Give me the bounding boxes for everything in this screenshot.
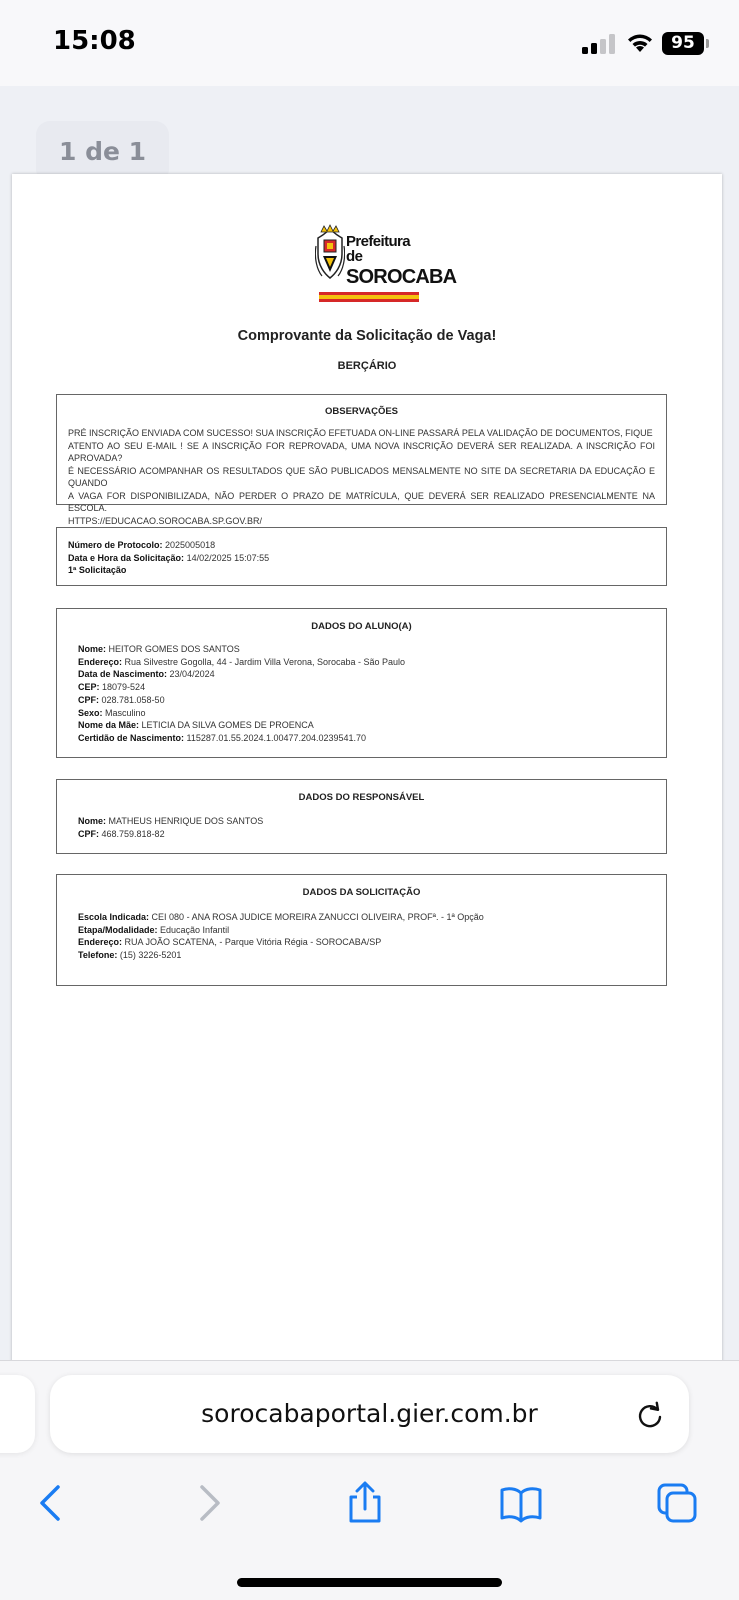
document-title: Comprovante da Solicitação de Vaga!: [237, 328, 497, 344]
solicitacao-field-row: [78, 911, 666, 924]
field-value: 468.759.818-82: [101, 828, 165, 839]
back-icon[interactable]: [30, 1481, 74, 1525]
observacoes-box: [56, 394, 667, 526]
pdf-page: [12, 174, 722, 1374]
forward-icon[interactable]: [186, 1481, 230, 1525]
field-label: Endereço:: [78, 656, 123, 667]
field-value: (15) 3226-5201: [119, 950, 182, 961]
logo-text: [346, 233, 457, 288]
field-label: Telefone:: [78, 950, 118, 961]
field-label: Certidão de Nascimento:: [78, 732, 185, 743]
battery-icon: 95: [662, 32, 704, 55]
field-value: 18079-524: [102, 682, 146, 693]
observacoes-line: É NECESSÁRIO ACOMPANHAR OS RESULTADOS QUE SÃO PUBLICADOS MENSALMENTE NO SITE DA SECRETARIA DA EDUCAÇÃO E QUANDO: [68, 465, 655, 488]
field-value: MATHEUS HENRIQUE DOS SANTOS: [108, 816, 264, 826]
aluno-field-row: [78, 656, 666, 669]
aluno-field-row: [78, 707, 666, 720]
page-counter: 1 de 1: [36, 121, 169, 183]
observacoes-line: A VAGA FOR DISPONIBILIZADA, NÃO PERDER O PRAZO DE MATRÍCULA, QUE DEVERÁ SER REALIZADO PRESENCIALMENTE NA ESCOLA.: [68, 490, 655, 513]
field-label: Data de Nascimento:: [78, 669, 168, 680]
field-value: Educação Infantil: [160, 924, 230, 935]
field-value: Masculino: [105, 707, 146, 718]
share-icon[interactable]: [343, 1481, 387, 1525]
field-label: CPF:: [78, 694, 99, 705]
observacoes-line: PRÉ INSCRIÇÃO ENVIADA COM SUCESSO! SUA INSCRIÇÃO EFETUADA ON-LINE PASSARÁ PELA VALIDAÇÃO DE DOCUMENTOS, FIQUE: [68, 428, 653, 438]
field-value: HEITOR GOMES DOS SANTOS: [108, 644, 240, 654]
field-label: Endereço:: [78, 937, 123, 948]
address-bar[interactable]: [50, 1375, 689, 1453]
logo-flag-stripes: [319, 292, 419, 302]
observacoes-text: [68, 427, 655, 527]
logo-line1: Prefeitura de: [346, 233, 411, 265]
solicitacao-number-row: [68, 564, 655, 577]
protocolo-value: 2025005018: [165, 540, 216, 550]
dados-aluno-title: DADOS DO ALUNO(A): [311, 621, 412, 632]
field-label: Nome:: [78, 644, 107, 654]
protocolo-row: [68, 539, 655, 552]
responsavel-field-row: [78, 828, 666, 841]
prefeitura-logo: [315, 224, 457, 306]
solicitacao-field-row: [78, 924, 666, 937]
responsavel-field-row: [78, 815, 666, 828]
aluno-field-row: [78, 643, 666, 656]
previous-tab-preview[interactable]: [0, 1375, 35, 1453]
bookmarks-icon[interactable]: [499, 1481, 543, 1525]
field-label: Nome:: [78, 816, 107, 826]
data-hora-label: Data e Hora da Solicitação:: [68, 552, 185, 563]
field-label: Nome da Mãe:: [78, 720, 140, 731]
solicitacao-number: 1ª Solicitação: [68, 565, 127, 576]
dados-responsavel-box: [56, 779, 667, 854]
url-text[interactable]: sorocabaportal.gier.com.br: [201, 1399, 538, 1428]
field-value: CEI 080 - ANA ROSA JUDICE MOREIRA ZANUCCI OLIVEIRA, PROFª. - 1ª Opção: [151, 912, 484, 922]
observacoes-title: OBSERVAÇÕES: [324, 406, 399, 417]
crest-icon: [315, 224, 345, 284]
field-value: 23/04/2024: [169, 669, 215, 680]
solicitacao-field-row: [78, 936, 666, 949]
aluno-field-row: [78, 668, 666, 681]
field-label: CEP:: [78, 682, 100, 693]
aluno-field-row: [78, 681, 666, 694]
home-indicator[interactable]: [237, 1578, 502, 1587]
status-time: 15:08: [53, 26, 136, 56]
solicitacao-field-row: [78, 949, 666, 962]
aluno-field-row: [78, 732, 666, 745]
reload-icon[interactable]: [635, 1400, 665, 1430]
observacoes-line: ATENTO AO SEU E-MAIL ! SE A INSCRIÇÃO FOR REPROVADA, UMA NOVA INSCRIÇÃO DEVERÁ SER REALIZADA. A INSCRIÇÃO FOI APROVADA?: [68, 440, 655, 463]
dados-responsavel-title: DADOS DO RESPONSÁVEL: [298, 792, 425, 803]
battery-nub: [706, 39, 709, 48]
dados-solicitacao-fields: [78, 911, 666, 962]
field-value: Rua Silvestre Gogolla, 44 - Jardim Villa Verona, Sorocaba - São Paulo: [124, 656, 406, 667]
field-label: Etapa/Modalidade:: [78, 924, 158, 935]
data-hora-row: [68, 552, 655, 565]
field-label: CPF:: [78, 828, 99, 839]
field-value: RUA JOÃO SCATENA, - Parque Vitória Régia - SOROCABA/SP: [124, 937, 382, 948]
protocolo-box: [56, 527, 667, 586]
aluno-field-row: [78, 694, 666, 707]
logo-line2: SOROCABA: [346, 266, 457, 288]
data-hora-value: 14/02/2025 15:07:55: [186, 552, 270, 563]
wifi-icon: [626, 32, 654, 54]
dados-solicitacao-title: DADOS DA SOLICITAÇÃO: [302, 887, 421, 898]
status-bar: [0, 0, 739, 86]
field-value: 028.781.058-50: [101, 694, 165, 705]
field-value: LETICIA DA SILVA GOMES DE PROENCA: [141, 720, 314, 731]
observacoes-link[interactable]: HTTPS://EDUCACAO.SOROCABA.SP.GOV.BR/: [68, 515, 263, 526]
dados-responsavel-fields: [78, 815, 666, 840]
browser-bottom-bar: [0, 1360, 739, 1600]
aluno-field-row: [78, 719, 666, 732]
field-value: 115287.01.55.2024.1.00477.204.0239541.70: [186, 732, 367, 743]
field-label: Escola Indicada:: [78, 912, 150, 922]
cellular-signal-icon: [582, 34, 616, 54]
field-label: Sexo:: [78, 707, 103, 718]
dados-solicitacao-box: [56, 874, 667, 986]
tabs-icon[interactable]: [655, 1481, 699, 1525]
document-subtitle: BERÇÁRIO: [337, 360, 397, 372]
protocolo-label: Número de Protocolo:: [68, 540, 163, 550]
dados-aluno-box: [56, 608, 667, 758]
dados-aluno-fields: [78, 643, 666, 745]
